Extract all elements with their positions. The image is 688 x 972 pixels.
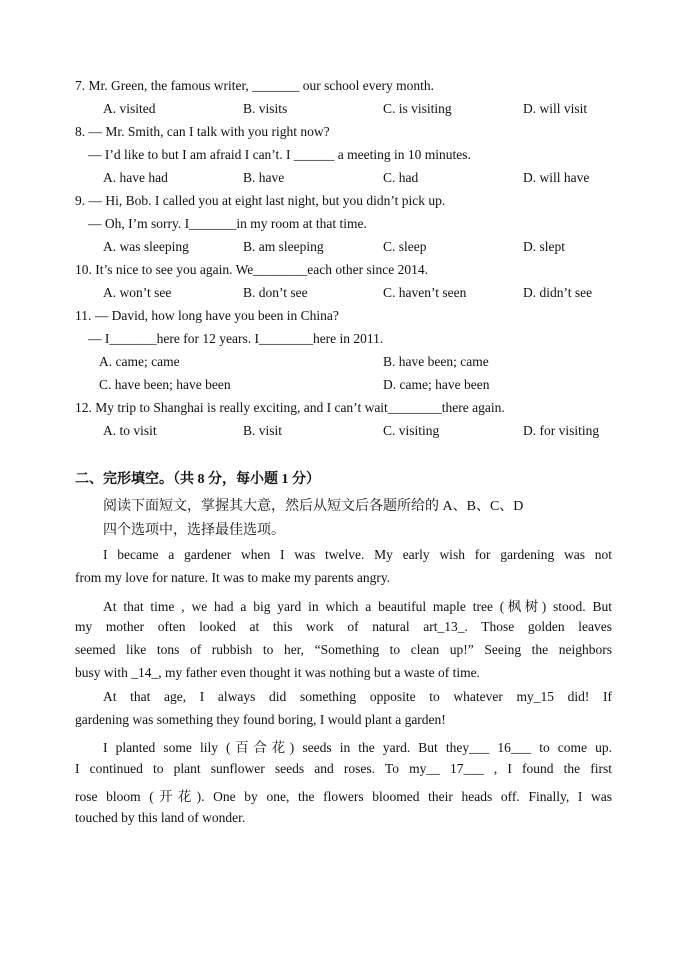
question-7-stem: 7. Mr. Green, the famous writer, _______ our school every month. xyxy=(75,78,435,93)
passage-line: from my love for nature. It was to make my parents angry. xyxy=(75,570,391,585)
option-c: C. have been; have been xyxy=(99,377,231,392)
question-10-options xyxy=(0,285,688,303)
option-b: B. am sleeping xyxy=(243,239,324,254)
question-8-options xyxy=(0,170,688,188)
question-11-options-cd xyxy=(0,377,688,395)
option-d: D. slept xyxy=(523,239,565,254)
passage-line: I became a gardener when I was twelve. My early wish for gardening was not xyxy=(103,547,612,562)
passage-line: At that time , we had a big yard in which a beautiful maple tree (枫树) stood. But xyxy=(103,599,612,614)
option-b: B. don’t see xyxy=(243,285,308,300)
option-a: A. visited xyxy=(103,101,156,116)
question-8-stem: 8. — Mr. Smith, can I talk with you right now? xyxy=(75,124,330,139)
question-11-options-ab xyxy=(0,354,688,372)
question-11-stem: 11. — David, how long have you been in China? xyxy=(75,308,339,323)
option-c: C. had xyxy=(383,170,419,185)
option-b: B. visit xyxy=(243,423,283,438)
option-d: D. for visiting xyxy=(523,423,600,438)
question-12-options xyxy=(0,423,688,441)
passage-line: busy with _14_, my father even thought it was nothing but a waste of time. xyxy=(75,665,480,680)
option-a: A. to visit xyxy=(103,423,157,438)
option-c: C. haven’t seen xyxy=(383,285,467,300)
option-b: B. have been; came xyxy=(383,354,489,369)
question-11-reply: — I_______here for 12 years. I________here in 2011. xyxy=(88,331,384,346)
option-c: C. is visiting xyxy=(383,101,452,116)
option-c: C. sleep xyxy=(383,239,427,254)
option-a: A. was sleeping xyxy=(103,239,189,254)
question-7-options xyxy=(0,101,688,119)
question-8-reply: — I’d like to but I am afraid I can’t. I ______ a meeting in 10 minutes. xyxy=(88,147,471,162)
passage-line: gardening was something they found boring, I would plant a garden! xyxy=(75,712,446,727)
option-b: B. have xyxy=(243,170,285,185)
option-a: A. have had xyxy=(103,170,168,185)
option-d: D. came; have been xyxy=(383,377,490,392)
question-10-stem: 10. It’s nice to see you again. We________each other since 2014. xyxy=(75,262,428,277)
option-d: D. will visit xyxy=(523,101,588,116)
passage-line: I continued to plant sunflower seeds and roses. To my__ 17___ , I found the first xyxy=(75,761,612,776)
passage-line: seemed like tons of rubbish to her, “Something to clean up!” Seeing the neighbors xyxy=(75,642,612,657)
passage-line: my mother often looked at this work of natural art_13_. Those golden leaves xyxy=(75,619,612,634)
question-9-stem: 9. — Hi, Bob. I called you at eight last night, but you didn’t pick up. xyxy=(75,193,446,208)
passage-line: I planted some lily (百合花) seeds in the yard. But they___ 16___ to come up. xyxy=(103,740,612,755)
option-d: D. will have xyxy=(523,170,590,185)
question-9-options xyxy=(0,239,688,257)
section-title: 二、完形填空。（共 8 分，每小题 1 分） xyxy=(75,472,320,487)
question-12-stem: 12. My trip to Shanghai is really exciting, and I can’t wait________there again. xyxy=(75,400,505,415)
option-b: B. visits xyxy=(243,101,288,116)
passage-line: touched by this land of wonder. xyxy=(75,810,246,825)
option-a: A. came; came xyxy=(99,354,180,369)
instruction-line-2: 四个选项中，选择最佳选项。 xyxy=(103,523,285,538)
question-9-reply: — Oh, I’m sorry. I_______in my room at that time. xyxy=(88,216,367,231)
option-c: C. visiting xyxy=(383,423,440,438)
passage-line: rose bloom (开花). One by one, the flowers bloomed their heads off. Finally, I was xyxy=(75,789,612,804)
passage-line: At that age, I always did something opposite to whatever my_15 did! If xyxy=(103,689,612,704)
option-a: A. won’t see xyxy=(103,285,172,300)
instruction-line-1: 阅读下面短文，掌握其大意，然后从短文后各题所给的 A、B、C、D xyxy=(103,499,524,514)
option-d: D. didn’t see xyxy=(523,285,593,300)
